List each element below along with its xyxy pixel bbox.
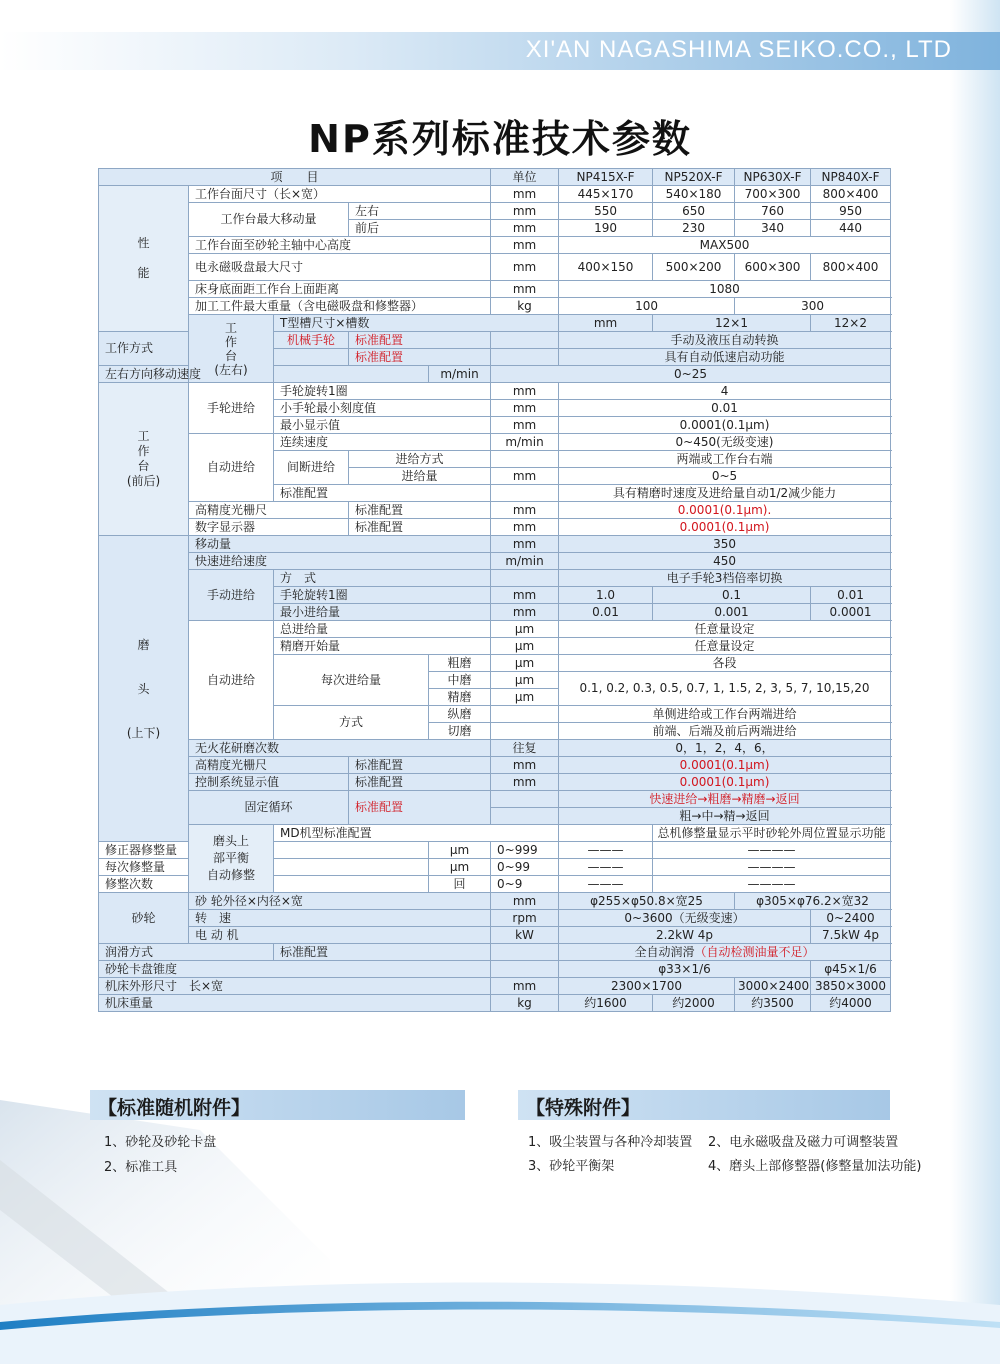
row-label: 电永磁吸盘最大尺寸 — [189, 254, 491, 281]
sub-label: 精磨 — [429, 689, 491, 706]
unit-cell — [491, 944, 559, 961]
value-cell: 800×400 — [811, 254, 891, 281]
unit-cell — [491, 791, 559, 808]
value-cell: 约1600 — [559, 995, 653, 1012]
unit-cell: mm — [491, 203, 559, 220]
row-label: 转 速 — [189, 910, 491, 927]
value-cell: MAX500 — [559, 237, 891, 254]
value-cell: 0.01 — [559, 604, 653, 621]
value-cell: 650 — [653, 203, 735, 220]
unit-cell: mm — [559, 315, 653, 332]
row-label: 每次修整量 — [99, 859, 429, 876]
value-cell: 800×400 — [811, 186, 891, 203]
table-row — [99, 203, 891, 220]
col-head-model: NP630X-F — [735, 169, 811, 186]
unit-cell: mm — [491, 383, 559, 400]
row-label: 无火花研磨次数 — [189, 740, 491, 757]
unit-cell — [491, 706, 559, 723]
value-cell: 600×300 — [735, 254, 811, 281]
unit-cell — [491, 808, 559, 825]
sub-label: 手轮旋转1圈 — [274, 383, 491, 400]
unit-cell: m/min — [491, 553, 559, 570]
row-label: 电 动 机 — [189, 927, 491, 944]
special-accessory-item: 4、磨头上部修整器(修整量加法功能) — [708, 1159, 922, 1174]
table-row — [99, 774, 891, 791]
value-cell: 550 — [559, 203, 653, 220]
row-label: 工作台面尺寸（长×宽） — [189, 186, 491, 203]
unit-cell — [491, 961, 559, 978]
value-cell: 0~99 — [491, 859, 559, 876]
row-label: 固定循环 — [189, 791, 349, 825]
value-cell: 任意量设定 — [559, 621, 891, 638]
table-row — [99, 383, 891, 400]
table-row — [99, 570, 891, 587]
value-cell: 700×300 — [735, 186, 811, 203]
table-row — [99, 519, 891, 536]
page-title: NP系列标准技术参数 — [308, 117, 692, 161]
value-cell: 7.5kW 4p — [811, 927, 891, 944]
unit-cell: μm — [429, 859, 491, 876]
unit-cell: μm — [429, 842, 491, 859]
value-cell: 0.0001(0.1μm) — [559, 774, 891, 791]
standard-accessory-item: 1、砂轮及砂轮卡盘 — [104, 1135, 217, 1150]
row-label: 工作台最大移动量 — [189, 203, 349, 237]
table-header-row — [99, 169, 891, 186]
table-row — [99, 315, 891, 332]
value-cell: 两端或工作台右端 — [559, 451, 891, 468]
value-cell: 1080 — [559, 281, 891, 298]
row-label: 手轮进给 — [189, 383, 274, 434]
table-row — [99, 536, 891, 553]
value-cell: 300 — [735, 298, 891, 315]
sub-label: 进给方式 — [349, 451, 491, 468]
table-row — [99, 740, 891, 757]
value-cell: 具有自动低速启动功能 — [559, 349, 891, 366]
unit-cell: mm — [491, 502, 559, 519]
std-config-label: 标准配置 — [349, 332, 491, 349]
value-cell: 500×200 — [653, 254, 735, 281]
table-row — [99, 502, 891, 519]
unit-cell: mm — [491, 604, 559, 621]
unit-cell — [491, 570, 559, 587]
special-accessory-item: 1、吸尘装置与各种冷却装置 — [528, 1135, 693, 1150]
value-cell: φ45×1/6 — [811, 961, 891, 978]
table-row — [99, 298, 891, 315]
value-cell: 0.1, 0.2, 0.3, 0.5, 0.7, 1, 1.5, 2, 3, 5, 7, 10,15,20 — [559, 672, 891, 706]
value-cell: 12×1 — [653, 315, 811, 332]
header-band — [0, 32, 1000, 70]
sub-label: 纵磨 — [429, 706, 491, 723]
value-cell: 3000×2400 — [735, 978, 811, 995]
dash-cell: ——— — [559, 859, 653, 876]
value-cell: 0~2400 — [811, 910, 891, 927]
value-cell: 0~450(无级变速) — [559, 434, 891, 451]
row-label: 左右方向移动速度 — [99, 366, 429, 383]
unit-cell: mm — [491, 254, 559, 281]
value-cell: φ255×φ50.8×宽25 — [559, 893, 735, 910]
row-label: 快速进给速度 — [189, 553, 491, 570]
value-cell: 0.0001(0.1μm) — [559, 519, 891, 536]
row-label: 数字显示器 — [189, 519, 349, 536]
value-cell: 0.01 — [559, 400, 891, 417]
col-head-model: NP520X-F — [653, 169, 735, 186]
row-label: T型槽尺寸×槽数 — [274, 315, 559, 332]
standard-accessory-item: 2、标准工具 — [104, 1160, 178, 1175]
row-label: 床身底面距工作台上面距离 — [189, 281, 491, 298]
unit-cell: mm — [491, 893, 559, 910]
row-label: 手动进给 — [189, 570, 274, 621]
value-cell: 0，1，2，4，6， — [559, 740, 891, 757]
value-cell: 约2000 — [653, 995, 735, 1012]
sub-label: 连续速度 — [274, 434, 491, 451]
sub-label: 小手轮最小刻度值 — [274, 400, 491, 417]
value-cell: 1.0 — [559, 587, 653, 604]
dash-cell: ——— — [559, 876, 653, 893]
unit-cell: mm — [491, 536, 559, 553]
value-cell: 0~999 — [491, 842, 559, 859]
row-label: MD机型标准配置 — [274, 825, 559, 842]
row-label: 工作方式 — [99, 332, 189, 366]
sub-label — [274, 349, 349, 366]
standard-accessories-banner — [90, 1090, 465, 1120]
value-cell: 350 — [559, 536, 891, 553]
value-cell: φ33×1/6 — [559, 961, 811, 978]
value-cell: 前端、后端及前后两端进给 — [559, 723, 891, 740]
sub-label: 总进给量 — [274, 621, 491, 638]
sub-label: 机械手轮 — [274, 332, 349, 349]
unit-cell: mm — [491, 519, 559, 536]
row-label: 自动进给 — [189, 621, 274, 740]
row-label: 高精度光栅尺 — [189, 502, 349, 519]
row-label: 砂 轮外径×内径×宽 — [189, 893, 491, 910]
unit-cell: mm — [491, 468, 559, 485]
unit-cell: mm — [491, 237, 559, 254]
table-row — [99, 944, 891, 961]
unit-cell: mm — [491, 186, 559, 203]
sub-label: 方 式 — [274, 570, 491, 587]
sub-label: 最小显示值 — [274, 417, 491, 434]
sub-label: 粗磨 — [429, 655, 491, 672]
sub-label: 进给量 — [349, 468, 491, 485]
col-head-unit: 单位 — [491, 169, 559, 186]
value-cell: 2300×1700 — [559, 978, 735, 995]
unit-cell: 回 — [429, 876, 491, 893]
value-cell: 0~5 — [559, 468, 891, 485]
special-accessory-item: 2、电永磁吸盘及磁力可调整装置 — [708, 1135, 899, 1150]
value-cell: 任意量设定 — [559, 638, 891, 655]
group-performance: 性 能 — [99, 186, 189, 332]
std-config-label: 标准配置 — [349, 349, 491, 366]
row-label: 自动进给 — [189, 434, 274, 502]
unit-cell: mm — [491, 774, 559, 791]
std-config-label: 标准配置 — [349, 774, 491, 791]
sub-label: 前后 — [349, 220, 491, 237]
unit-cell: μm — [491, 689, 559, 706]
value-cell: 440 — [811, 220, 891, 237]
unit-cell: mm — [491, 400, 559, 417]
group-table-fb: 工 作 台 (前后) — [99, 383, 189, 536]
unit-cell — [491, 485, 559, 502]
unit-cell: kg — [491, 995, 559, 1012]
group-table-lr: 工 作 台 (左右) — [189, 315, 274, 383]
unit-cell: mm — [491, 978, 559, 995]
special-accessories-banner — [518, 1090, 890, 1120]
row-label: 润滑方式 — [99, 944, 274, 961]
value-cell: 手动及液压自动转换 — [559, 332, 891, 349]
value-cell: φ305×φ76.2×宽32 — [735, 893, 891, 910]
value-cell: 0.01 — [811, 587, 891, 604]
std-config-label: 标准配置 — [349, 502, 491, 519]
company-name: XI'AN NAGASHIMA SEIKO.CO., LTD — [525, 36, 952, 63]
row-label: 加工工件最大重量（含电磁吸盘和修整器） — [189, 298, 491, 315]
value-cell: 0.0001(0.1μm) — [559, 757, 891, 774]
unit-cell — [559, 825, 653, 842]
special-accessories-title: 【特殊附件】 — [526, 1097, 641, 1119]
unit-cell: μm — [491, 672, 559, 689]
value-cell: 2.2kW 4p — [559, 927, 811, 944]
group-grind-head: 磨 头 (上下) — [99, 536, 189, 842]
value-cell: 0.0001(0.1μm). — [559, 502, 891, 519]
unit-cell: m/min — [491, 434, 559, 451]
row-label: 修整次数 — [99, 876, 429, 893]
unit-cell: kW — [491, 927, 559, 944]
value-cell: 0~3600（无级变速） — [559, 910, 811, 927]
value-cell: 粗→中→精→返回 — [559, 808, 891, 825]
dash-cell: ———— — [653, 859, 891, 876]
table-row — [99, 254, 891, 281]
sub-label: 最小进给量 — [274, 604, 491, 621]
value-cell: 450 — [559, 553, 891, 570]
sub-label: 切磨 — [429, 723, 491, 740]
table-row — [99, 825, 891, 842]
table-row — [99, 791, 891, 808]
unit-cell: m/min — [429, 366, 491, 383]
unit-cell — [491, 332, 559, 349]
unit-cell: kg — [491, 298, 559, 315]
std-config-label: 标准配置 — [349, 791, 491, 825]
std-config-label: 标准配置 — [349, 757, 491, 774]
sub-label: 中磨 — [429, 672, 491, 689]
value-cell: 12×2 — [811, 315, 891, 332]
sub-label: 方式 — [274, 706, 429, 740]
std-config-label: 标准配置 — [274, 944, 491, 961]
value-cell: 0.001 — [653, 604, 811, 621]
std-config-label: 标准配置 — [349, 519, 491, 536]
std-config-label: 标准配置 — [274, 485, 491, 502]
sub-label: 手轮旋转1圈 — [274, 587, 491, 604]
value-cell: 760 — [735, 203, 811, 220]
value-cell: 230 — [653, 220, 735, 237]
sub-label: 间断进给 — [274, 451, 349, 485]
unit-cell: μm — [491, 621, 559, 638]
sub-label: 左右 — [349, 203, 491, 220]
table-row — [99, 553, 891, 570]
col-head-model: NP415X-F — [559, 169, 653, 186]
value-cell: 单侧进给或工作台两端进给 — [559, 706, 891, 723]
value-cell: 950 — [811, 203, 891, 220]
value-cell: 3850×3000 — [811, 978, 891, 995]
value-cell: 0.0001 — [811, 604, 891, 621]
group-wheel: 砂轮 — [99, 893, 189, 944]
unit-cell — [491, 349, 559, 366]
spec-table — [98, 168, 891, 1012]
value-cell: 100 — [559, 298, 735, 315]
special-accessory-item: 3、砂轮平衡架 — [528, 1159, 615, 1174]
table-row — [99, 995, 891, 1012]
row-label: 工作台面至砂轮主轴中心高度 — [189, 237, 491, 254]
standard-accessories-title: 【标准随机附件】 — [98, 1097, 251, 1119]
dash-cell: ———— — [653, 842, 891, 859]
row-label: 移动量 — [189, 536, 491, 553]
unit-cell — [491, 723, 559, 740]
col-head-model: NP840X-F — [811, 169, 891, 186]
unit-cell: mm — [491, 587, 559, 604]
value-cell: 各段 — [559, 655, 891, 672]
row-label: 修正器修整量 — [99, 842, 429, 859]
value-cell: 0~25 — [491, 366, 891, 383]
value-cell: 445×170 — [559, 186, 653, 203]
value-cell: 540×180 — [653, 186, 735, 203]
value-cell: 约3500 — [735, 995, 811, 1012]
unit-cell: rpm — [491, 910, 559, 927]
unit-cell: 往复 — [491, 740, 559, 757]
unit-cell: mm — [491, 757, 559, 774]
table-row — [99, 186, 891, 203]
row-label: 机床重量 — [99, 995, 491, 1012]
value-cell: 340 — [735, 220, 811, 237]
table-row — [99, 978, 891, 995]
value-cell: 4 — [559, 383, 891, 400]
lube-value: 全自动润滑 — [634, 944, 695, 959]
unit-cell: mm — [491, 417, 559, 434]
value-cell: 0~9 — [491, 876, 559, 893]
dash-cell: ———— — [653, 876, 891, 893]
value-cell: 快速进给→粗磨→精磨→返回 — [559, 791, 891, 808]
row-label: 控制系统显示值 — [189, 774, 349, 791]
value-cell — [559, 944, 891, 961]
value-cell: 约4000 — [811, 995, 891, 1012]
table-row — [99, 237, 891, 254]
col-head-item: 项 目 — [99, 169, 491, 186]
dash-cell: ——— — [559, 842, 653, 859]
value-cell: 190 — [559, 220, 653, 237]
value-cell: 总机修整量显示平时砂轮外周位置显示功能 — [653, 825, 891, 842]
group-dresser: 磨头上 部平衡 自动修整 — [189, 825, 274, 893]
sub-label: 每次进给量 — [274, 655, 429, 706]
value-cell: 电子手轮3档倍率切换 — [559, 570, 891, 587]
lube-warning: （自动检测油量不足） — [694, 944, 815, 959]
table-row — [99, 910, 891, 927]
value-cell: 具有精磨时速度及进给量自动1/2减少能力 — [559, 485, 891, 502]
value-cell: 400×150 — [559, 254, 653, 281]
row-label: 机床外形尺寸 长×宽 — [99, 978, 491, 995]
sub-label: 精磨开始量 — [274, 638, 491, 655]
table-row — [99, 961, 891, 978]
table-row — [99, 927, 891, 944]
table-row — [99, 621, 891, 638]
unit-cell: mm — [491, 281, 559, 298]
unit-cell: mm — [491, 220, 559, 237]
unit-cell: μm — [491, 638, 559, 655]
table-row — [99, 757, 891, 774]
table-row — [99, 281, 891, 298]
unit-cell: μm — [491, 655, 559, 672]
table-row — [99, 893, 891, 910]
row-label: 砂轮卡盘锥度 — [99, 961, 491, 978]
table-row — [99, 434, 891, 451]
value-cell: 0.1 — [653, 587, 811, 604]
row-label: 高精度光栅尺 — [189, 757, 349, 774]
unit-cell — [491, 451, 559, 468]
value-cell: 0.0001(0.1μm) — [559, 417, 891, 434]
